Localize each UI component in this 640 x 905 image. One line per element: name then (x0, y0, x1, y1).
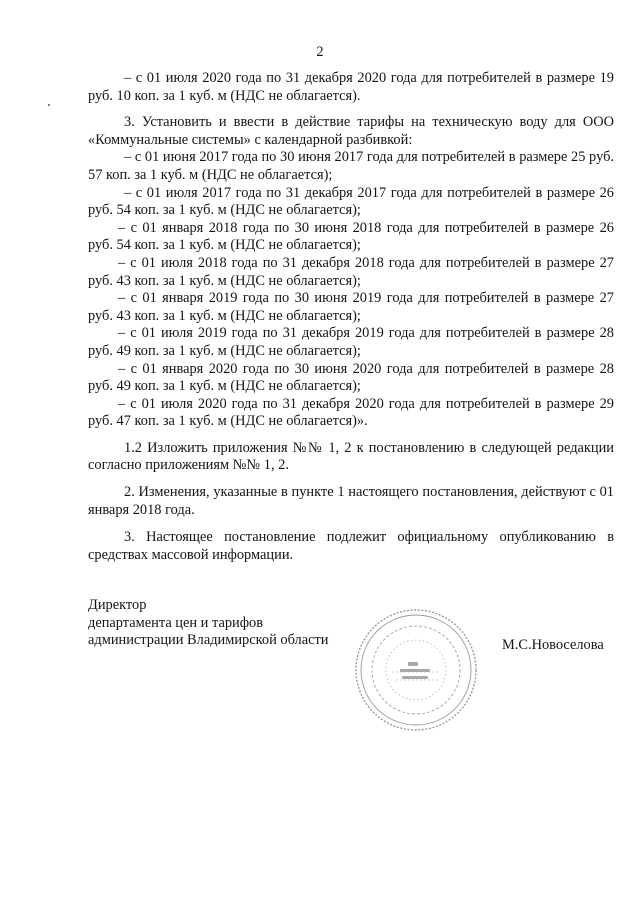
clause-2-effective-date: 2. Изменения, указанные в пункте 1 настоящего постановления, действуют с 01 января 2018 года. (88, 484, 614, 518)
tariff-line-2020-h1: – с 01 января 2020 года по 30 июня 2020 года для потребителей в размере 28 руб. 49 коп. за 1 куб. м (НДС не облагается); (88, 360, 614, 395)
clause-3-publication: 3. Настоящее постановление подлежит официальному опубликованию в средствах массовой информации. (88, 529, 614, 563)
document-body (88, 70, 614, 564)
tariff-line-2019-h2: – с 01 июля 2019 года по 31 декабря 2019 года для потребителей в размере 28 руб. 49 коп. за 1 куб. м (НДС не облагается); (88, 325, 614, 359)
clause-1-2-appendices: 1.2 Изложить приложения №№ 1, 2 к постановлению в следующей редакции согласно приложениям №№ 1, 2. (88, 439, 614, 474)
signature-position (88, 597, 388, 650)
tariff-line-2017-h2: – с 01 июля 2017 года по 31 декабря 2017 года для потребителей в размере 26 руб. 54 коп. за 1 куб. м (НДС не облагается); (88, 184, 614, 219)
tariff-line-2018-h2: – с 01 июля 2018 года по 31 декабря 2018 года для потребителей в размере 27 руб. 43 коп. за 1 куб. м (НДС не облагается); (88, 254, 614, 289)
scan-speck (48, 104, 50, 106)
page-number: 2 (316, 44, 324, 60)
position-line: департамента цен и тарифов (88, 614, 264, 631)
signatory-name: М.С.Новоселова (502, 637, 604, 653)
tariff-line-2017-june: – с 01 июня 2017 года по 30 июня 2017 года для потребителей в размере 25 руб. 57 коп. за 1 куб. м (НДС не облагается); (88, 149, 614, 183)
tariff-line-2018-h1: – с 01 января 2018 года по 30 июня 2018 года для потребителей в размере 26 руб. 54 коп. за 1 куб. м (НДС не облагается); (88, 219, 614, 254)
position-line: администрации Владимирской области (88, 632, 329, 649)
tariff-line-2020-h2-prev: – с 01 июля 2020 года по 31 декабря 2020 года для потребителей в размере 19 руб. 10 коп. за 1 куб. м (НДС не облагается). (88, 70, 614, 104)
tariff-line-2019-h1: – с 01 января 2019 года по 30 июня 2019 года для потребителей в размере 27 руб. 43 коп. за 1 куб. м (НДС не облагается); (88, 290, 614, 324)
position-line: Директор (88, 597, 147, 613)
official-seal-stamp (352, 606, 480, 734)
clause-3-technical-water: 3. Установить и ввести в действие тарифы на техническую воду для ООО «Коммунальные системы» с календарной разбивкой: (88, 114, 614, 148)
tariff-line-2020-h2: – с 01 июля 2020 года по 31 декабря 2020 года для потребителей в размере 29 руб. 47 коп. за 1 куб. м (НДС не облагается)». (88, 395, 614, 430)
